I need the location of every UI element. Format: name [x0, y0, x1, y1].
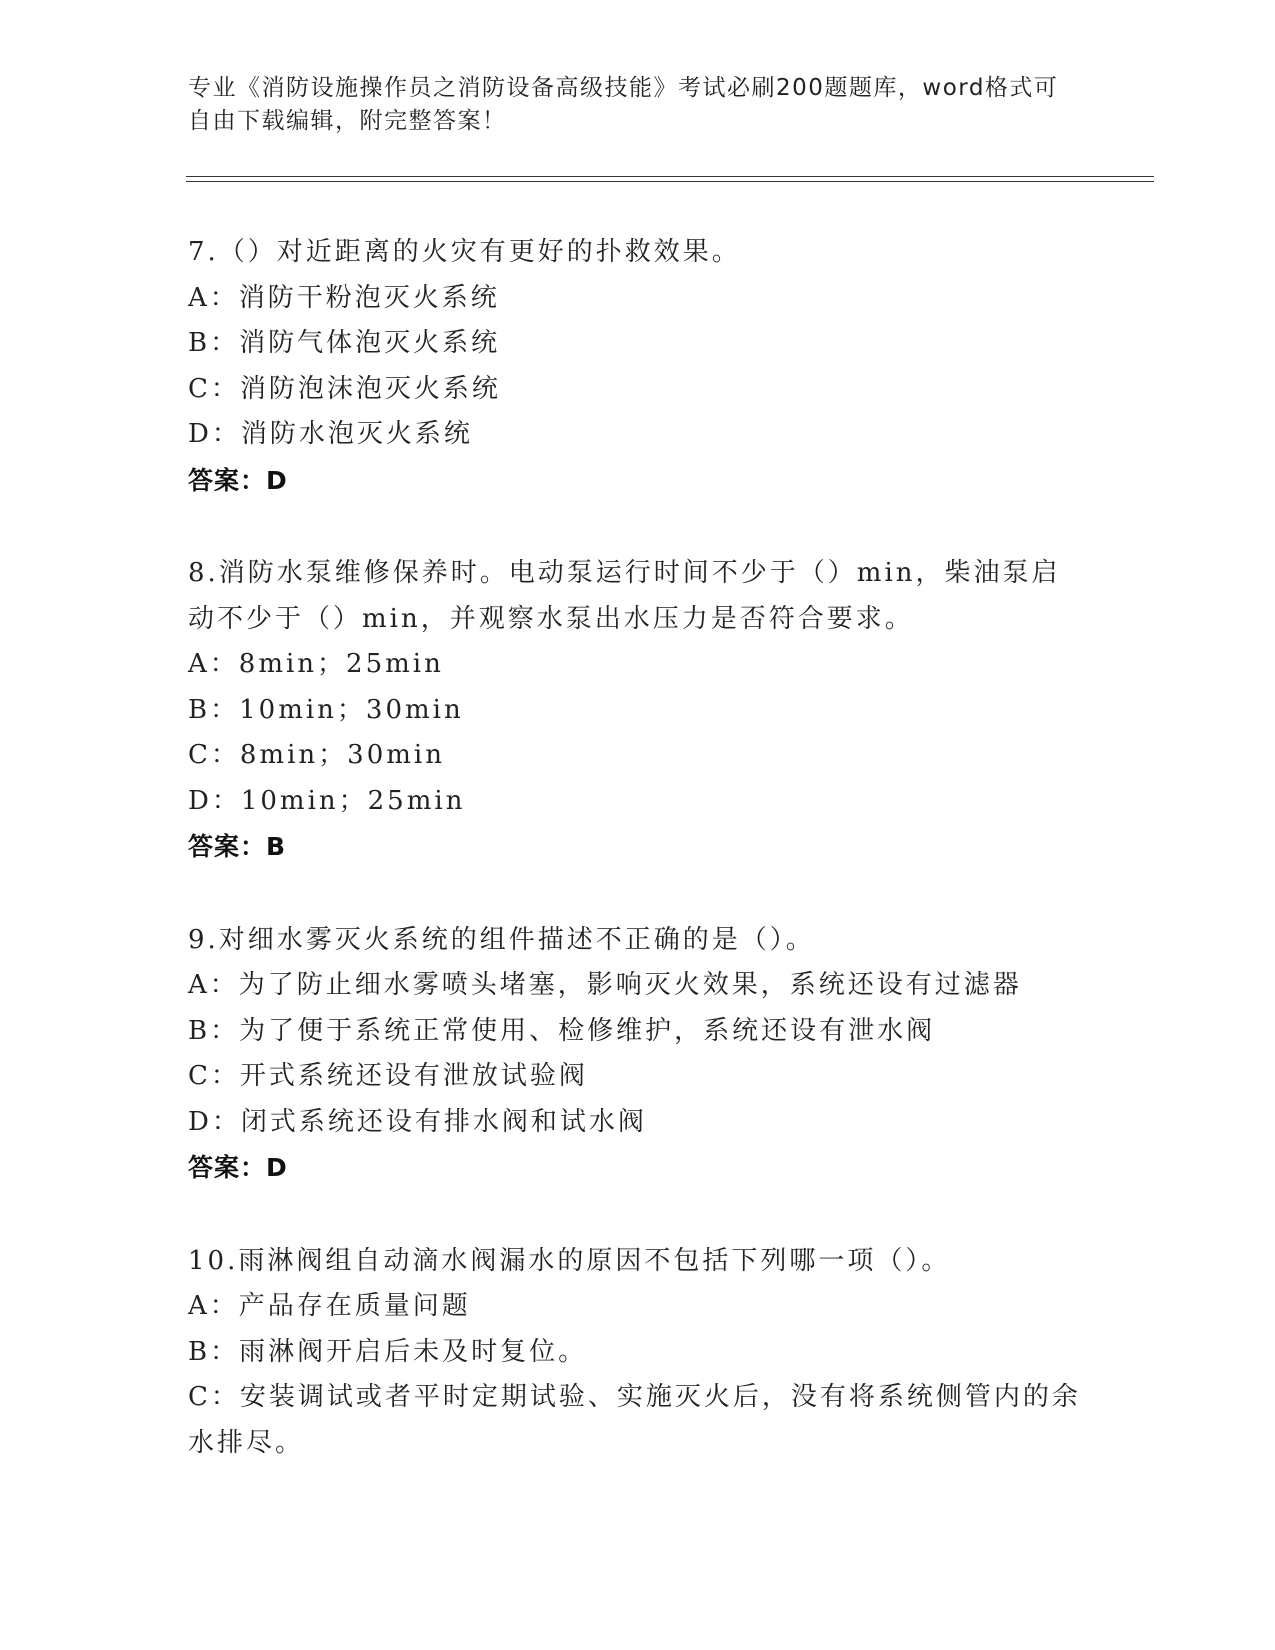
header-divider-bottom: [186, 181, 1154, 182]
option-a: A：为了防止细水雾喷头堵塞，影响灭火效果，系统还设有过滤器: [188, 970, 1022, 1000]
option-c: C：开式系统还设有泄放试验阀: [188, 1061, 588, 1091]
question-7: [188, 230, 1088, 503]
header-divider-top: [186, 176, 1154, 177]
question-stem: 8.消防水泵维修保养时。电动泵运行时间不少于（）min，柴油泵启动不少于（）min，并观察水泵出水压力是否符合要求。: [188, 558, 1061, 634]
option-a: A：产品存在质量问题: [188, 1291, 471, 1321]
option-c: C：8min；30min: [188, 740, 445, 770]
answer-label: 答案：D: [188, 1153, 288, 1182]
question-stem: 7.（）对近距离的火灾有更好的扑救效果。: [188, 237, 741, 267]
option-a: A：8min；25min: [188, 649, 444, 679]
option-d: D：消防水泡灭火系统: [188, 419, 473, 449]
question-stem: 10.雨淋阀组自动滴水阀漏水的原因不包括下列哪一项（）。: [188, 1245, 951, 1276]
question-stem: 9.对细水雾灭火系统的组件描述不正确的是（）。: [188, 924, 815, 955]
answer-label: 答案：B: [188, 832, 287, 861]
option-b: B：为了便于系统正常使用、检修维护，系统还设有泄水阀: [188, 1015, 936, 1046]
option-c: C：消防泡沫泡灭火系统: [188, 373, 501, 404]
option-d: D：闭式系统还设有排水阀和试水阀: [188, 1106, 647, 1137]
question-9: [188, 918, 1088, 1191]
option-b: B：雨淋阀开启后未及时复位。: [188, 1336, 588, 1367]
option-b: B：10min；30min: [188, 694, 464, 725]
question-10: [188, 1239, 1088, 1467]
answer-label: 答案：D: [188, 465, 288, 495]
document-header: [188, 72, 1068, 138]
question-8: [188, 551, 1088, 870]
option-d: D：10min；25min: [188, 785, 466, 816]
option-c: C：安装调试或者平时定期试验、实施灭火后，没有将系统侧管内的余水排尽。: [188, 1382, 1081, 1458]
header-text: 专业《消防设施操作员之消防设备高级技能》考试必刷200题题库，word格式可自由下载编辑，附完整答案！: [188, 75, 1059, 134]
question-list: [188, 230, 1088, 1514]
option-b: B：消防气体泡灭火系统: [188, 328, 501, 358]
option-a: A：消防干粉泡灭火系统: [188, 282, 500, 313]
